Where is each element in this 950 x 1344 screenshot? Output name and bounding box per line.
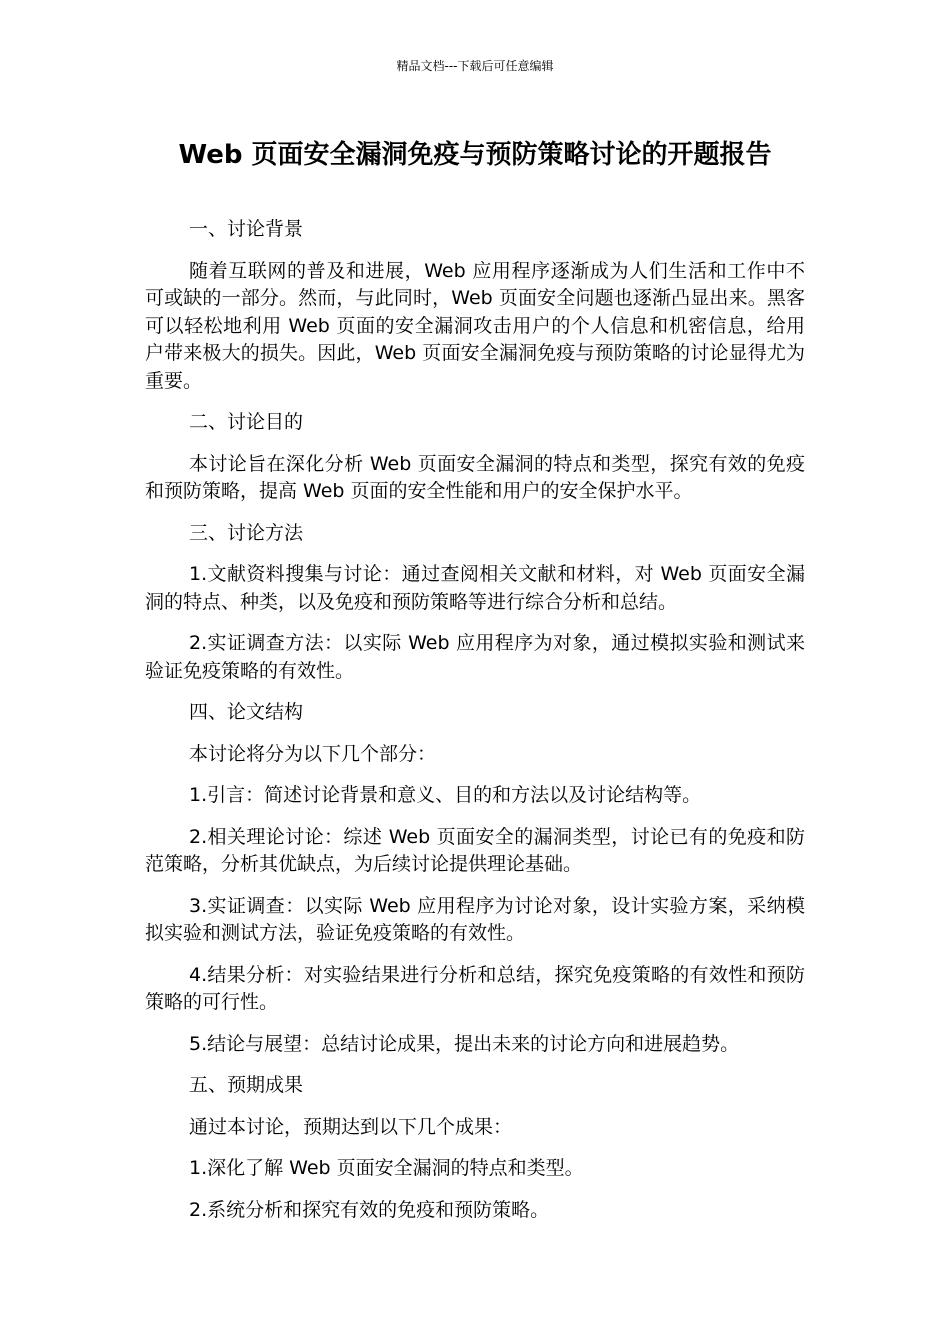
- section-heading-method: 三、讨论方法: [189, 521, 304, 544]
- paragraph-outcomes-1: 1.深化了解 Web 页面安全漏洞的特点和类型。: [189, 1157, 584, 1179]
- document-title: Web 页面安全漏洞免疫与预防策略讨论的开题报告: [178, 140, 772, 170]
- paragraph-background: 随着互联网的普及和进展，Web 应用程序逐渐成为人们生活和工作中不可或缺的一部分。然而，与此同时，Web 页面安全问题也逐渐凸显出来。黑客可以轻松地利用 Web 页面的安全漏洞攻击用户的个人信息和机密信息，给用户带来极大的损失。因此，Web 页面安全漏洞免疫与预防策略的讨论显得尤为重要。: [145, 259, 805, 392]
- document-body: [145, 216, 805, 1238]
- paragraph-method-2: 2.实证调查方法：以实际 Web 应用程序为对象，通过模拟实验和测试来验证免疫策略的有效性。: [145, 632, 805, 682]
- paragraph-structure-1: 1.引言：简述讨论背景和意义、目的和方法以及讨论结构等。: [189, 784, 702, 806]
- paragraph-outcomes-intro: 通过本讨论，预期达到以下几个成果：: [189, 1115, 513, 1138]
- paragraph-method-1: 1.文献资料搜集与讨论：通过查阅相关文献和材料，对 Web 页面安全漏洞的特点、种类，以及免疫和预防策略等进行综合分析和总结。: [145, 563, 805, 613]
- paragraph-outcomes-2: 2.系统分析和探究有效的免疫和预防策略。: [189, 1198, 550, 1221]
- paragraph-structure-4: 4.结果分析：对实验结果进行分析和总结，探究免疫策略的有效性和预防策略的可行性。: [145, 963, 805, 1013]
- header-note: 精品文档---下载后可任意编辑: [396, 59, 554, 73]
- paragraph-structure-2: 2.相关理论讨论：综述 Web 页面安全的漏洞类型，讨论已有的免疫和防范策略，分析其优缺点，为后续讨论提供理论基础。: [145, 825, 805, 875]
- section-heading-outcomes: 五、预期成果: [189, 1074, 304, 1096]
- paragraph-structure-3: 3.实证调查：以实际 Web 应用程序为讨论对象，设计实验方案，采纳模拟实验和测试方法，验证免疫策略的有效性。: [145, 894, 805, 944]
- section-heading-purpose: 二、讨论目的: [189, 411, 304, 433]
- section-heading-background: 一、讨论背景: [189, 218, 304, 240]
- paragraph-purpose: 本讨论旨在深化分析 Web 页面安全漏洞的特点和类型，探究有效的免疫和预防策略，提高 Web 页面的安全性能和用户的安全保护水平。: [145, 452, 805, 502]
- section-heading-structure: 四、论文结构: [189, 701, 304, 723]
- paragraph-structure-intro: 本讨论将分为以下几个部分：: [189, 742, 437, 765]
- paragraph-structure-5: 5.结论与展望：总结讨论成果，提出未来的讨论方向和进展趋势。: [189, 1032, 740, 1055]
